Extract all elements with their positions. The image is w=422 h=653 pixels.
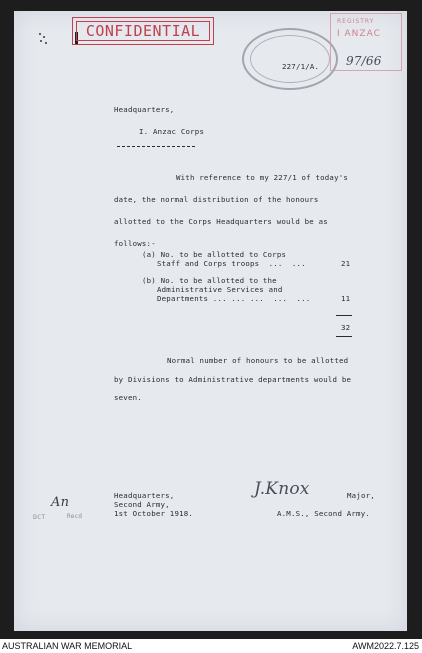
total-rule-bottom bbox=[336, 336, 352, 337]
item-b-line1: (b) No. to be allotted to the bbox=[142, 276, 277, 285]
footer-institution: AUSTRALIAN WAR MEMORIAL bbox=[2, 641, 133, 651]
addressee-underline bbox=[117, 146, 195, 147]
signatory-appointment: A.M.S., Second Army. bbox=[277, 509, 370, 518]
item-a-line1: (a) No. to be allotted to Corps bbox=[142, 250, 287, 259]
item-b-line3: Departments ... ... ... ... ... bbox=[157, 294, 311, 303]
signature: J.Knox bbox=[254, 479, 310, 499]
margin-recd: Recd bbox=[67, 513, 83, 520]
confidential-stamp bbox=[72, 17, 214, 45]
item-a-value: 21 bbox=[341, 259, 351, 268]
registry-oval-stamp bbox=[242, 28, 338, 90]
margin-dct: DCT bbox=[33, 513, 46, 521]
para1-line2: date, the normal distribution of the honours bbox=[114, 195, 319, 204]
item-b-value: 11 bbox=[341, 294, 351, 303]
registry-stamp-line1: REGISTRY bbox=[337, 18, 375, 25]
registry-stamp-line2: I ANZAC bbox=[337, 29, 381, 39]
footer-accession-number: AWM2022.7.125 bbox=[352, 641, 419, 651]
sender-line1: Headquarters, bbox=[114, 491, 175, 500]
para2-line2: by Divisions to Administrative departments would be bbox=[114, 375, 352, 384]
para1-line1: With reference to my 227/1 of today's bbox=[176, 173, 349, 182]
archive-footer bbox=[0, 639, 422, 653]
item-a-line2: Staff and Corps troops ... ... bbox=[157, 259, 306, 268]
addressee-line2: I. Anzac Corps bbox=[139, 127, 205, 136]
item-b-line2: Administrative Services and bbox=[157, 285, 283, 294]
sender-line2: Second Army, bbox=[114, 500, 170, 509]
confidential-label: CONFIDENTIAL bbox=[85, 22, 201, 40]
para1-line3: allotted to the Corps Headquarters would be as bbox=[114, 217, 328, 226]
para2-line1: Normal number of honours to be allotted bbox=[167, 356, 349, 365]
addressee-line1: Headquarters, bbox=[114, 105, 175, 114]
document-page bbox=[14, 11, 407, 631]
file-number: 97/66 bbox=[346, 54, 382, 68]
reference-number: 227/1/A. bbox=[282, 62, 320, 71]
para1-line4: follows:- bbox=[114, 239, 156, 248]
total-value: 32 bbox=[341, 323, 351, 332]
sender-line3: 1st October 1918. bbox=[114, 509, 194, 518]
total-rule-top bbox=[336, 315, 352, 316]
para2-line3: seven. bbox=[114, 393, 142, 402]
margin-initial: An bbox=[51, 495, 70, 510]
signatory-rank: Major, bbox=[347, 491, 375, 500]
